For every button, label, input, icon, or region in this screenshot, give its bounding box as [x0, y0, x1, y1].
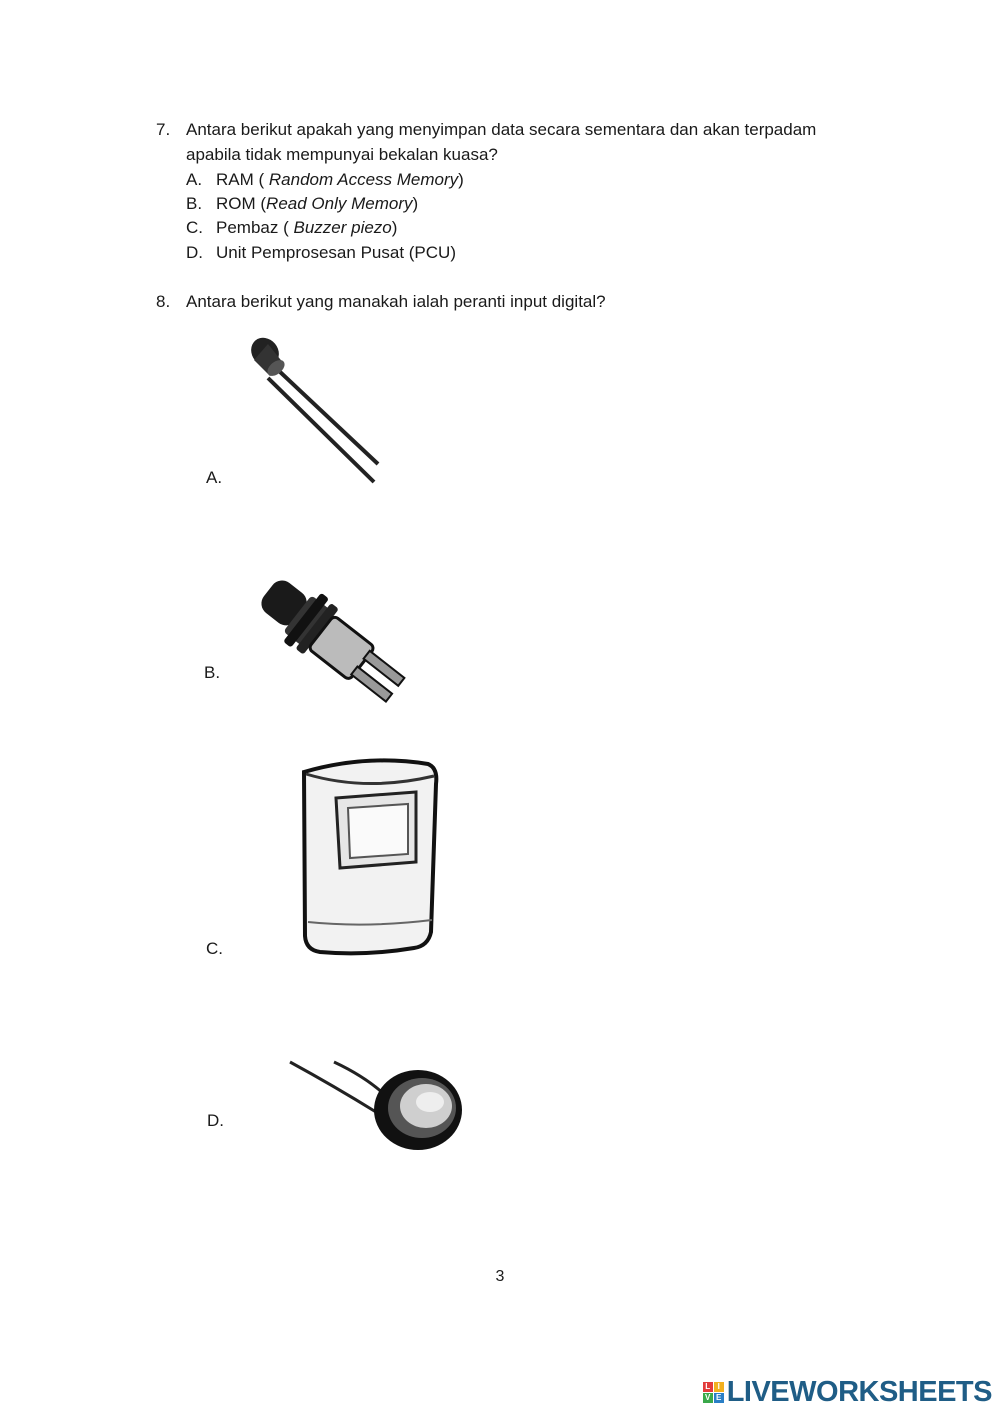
- liveworksheets-logo: [703, 1376, 992, 1409]
- question-text-line-2: apabila tidak mempunyai bekalan kuasa?: [186, 145, 498, 164]
- ldr-photoresistor-icon[interactable]: [284, 1052, 474, 1162]
- image-option-letter-c: C.: [206, 939, 223, 958]
- option-a-label: RAM (: [216, 170, 269, 189]
- question-text-line-1: Antara berikut apakah yang menyimpan data secara sementara dan akan terpadam: [186, 120, 817, 139]
- option-c-text[interactable]: [216, 216, 397, 240]
- option-a-text[interactable]: [216, 168, 464, 192]
- image-option-letter-a: A.: [206, 468, 223, 487]
- page-number: 3: [495, 1268, 505, 1285]
- question-number: 8.: [156, 292, 171, 311]
- push-button-switch-icon[interactable]: [248, 556, 428, 716]
- option-d-label: Unit Pemprosesan Pusat (PCU): [216, 243, 456, 262]
- image-option-letter-b: B.: [204, 663, 221, 682]
- option-letter-b: B.: [186, 194, 203, 213]
- image-option-letter-d: D.: [207, 1111, 224, 1130]
- option-c-italic: Buzzer piezo: [293, 218, 392, 237]
- option-b-close: ): [412, 194, 419, 213]
- option-b-text[interactable]: [216, 192, 418, 216]
- question-text: Antara berikut yang manakah ialah peranti input digital?: [186, 292, 606, 311]
- logo-letter-e: E: [714, 1393, 724, 1403]
- led-icon[interactable]: [240, 330, 400, 490]
- pir-motion-sensor-icon[interactable]: [296, 752, 446, 962]
- option-letter-c: C.: [186, 218, 203, 237]
- question-number: 7.: [156, 120, 171, 139]
- logo-letter-v: V: [703, 1393, 713, 1403]
- option-letter-d: D.: [186, 243, 203, 262]
- option-letter-a: A.: [186, 170, 203, 189]
- option-b-label: ROM (: [216, 194, 267, 213]
- option-b-italic: Read Only Memory: [266, 194, 413, 213]
- option-c-label: Pembaz (: [216, 218, 294, 237]
- option-a-italic: Random Access Memory: [268, 170, 459, 189]
- liveworksheets-wordmark: LIVEWORKSHEETS: [726, 1376, 992, 1408]
- option-a-close: ): [458, 170, 464, 189]
- liveworksheets-logo-icon: [703, 1382, 724, 1403]
- option-d-text[interactable]: [216, 241, 456, 265]
- logo-letter-i: I: [714, 1382, 724, 1392]
- option-c-close: ): [391, 218, 398, 237]
- logo-letter-l: L: [703, 1382, 713, 1392]
